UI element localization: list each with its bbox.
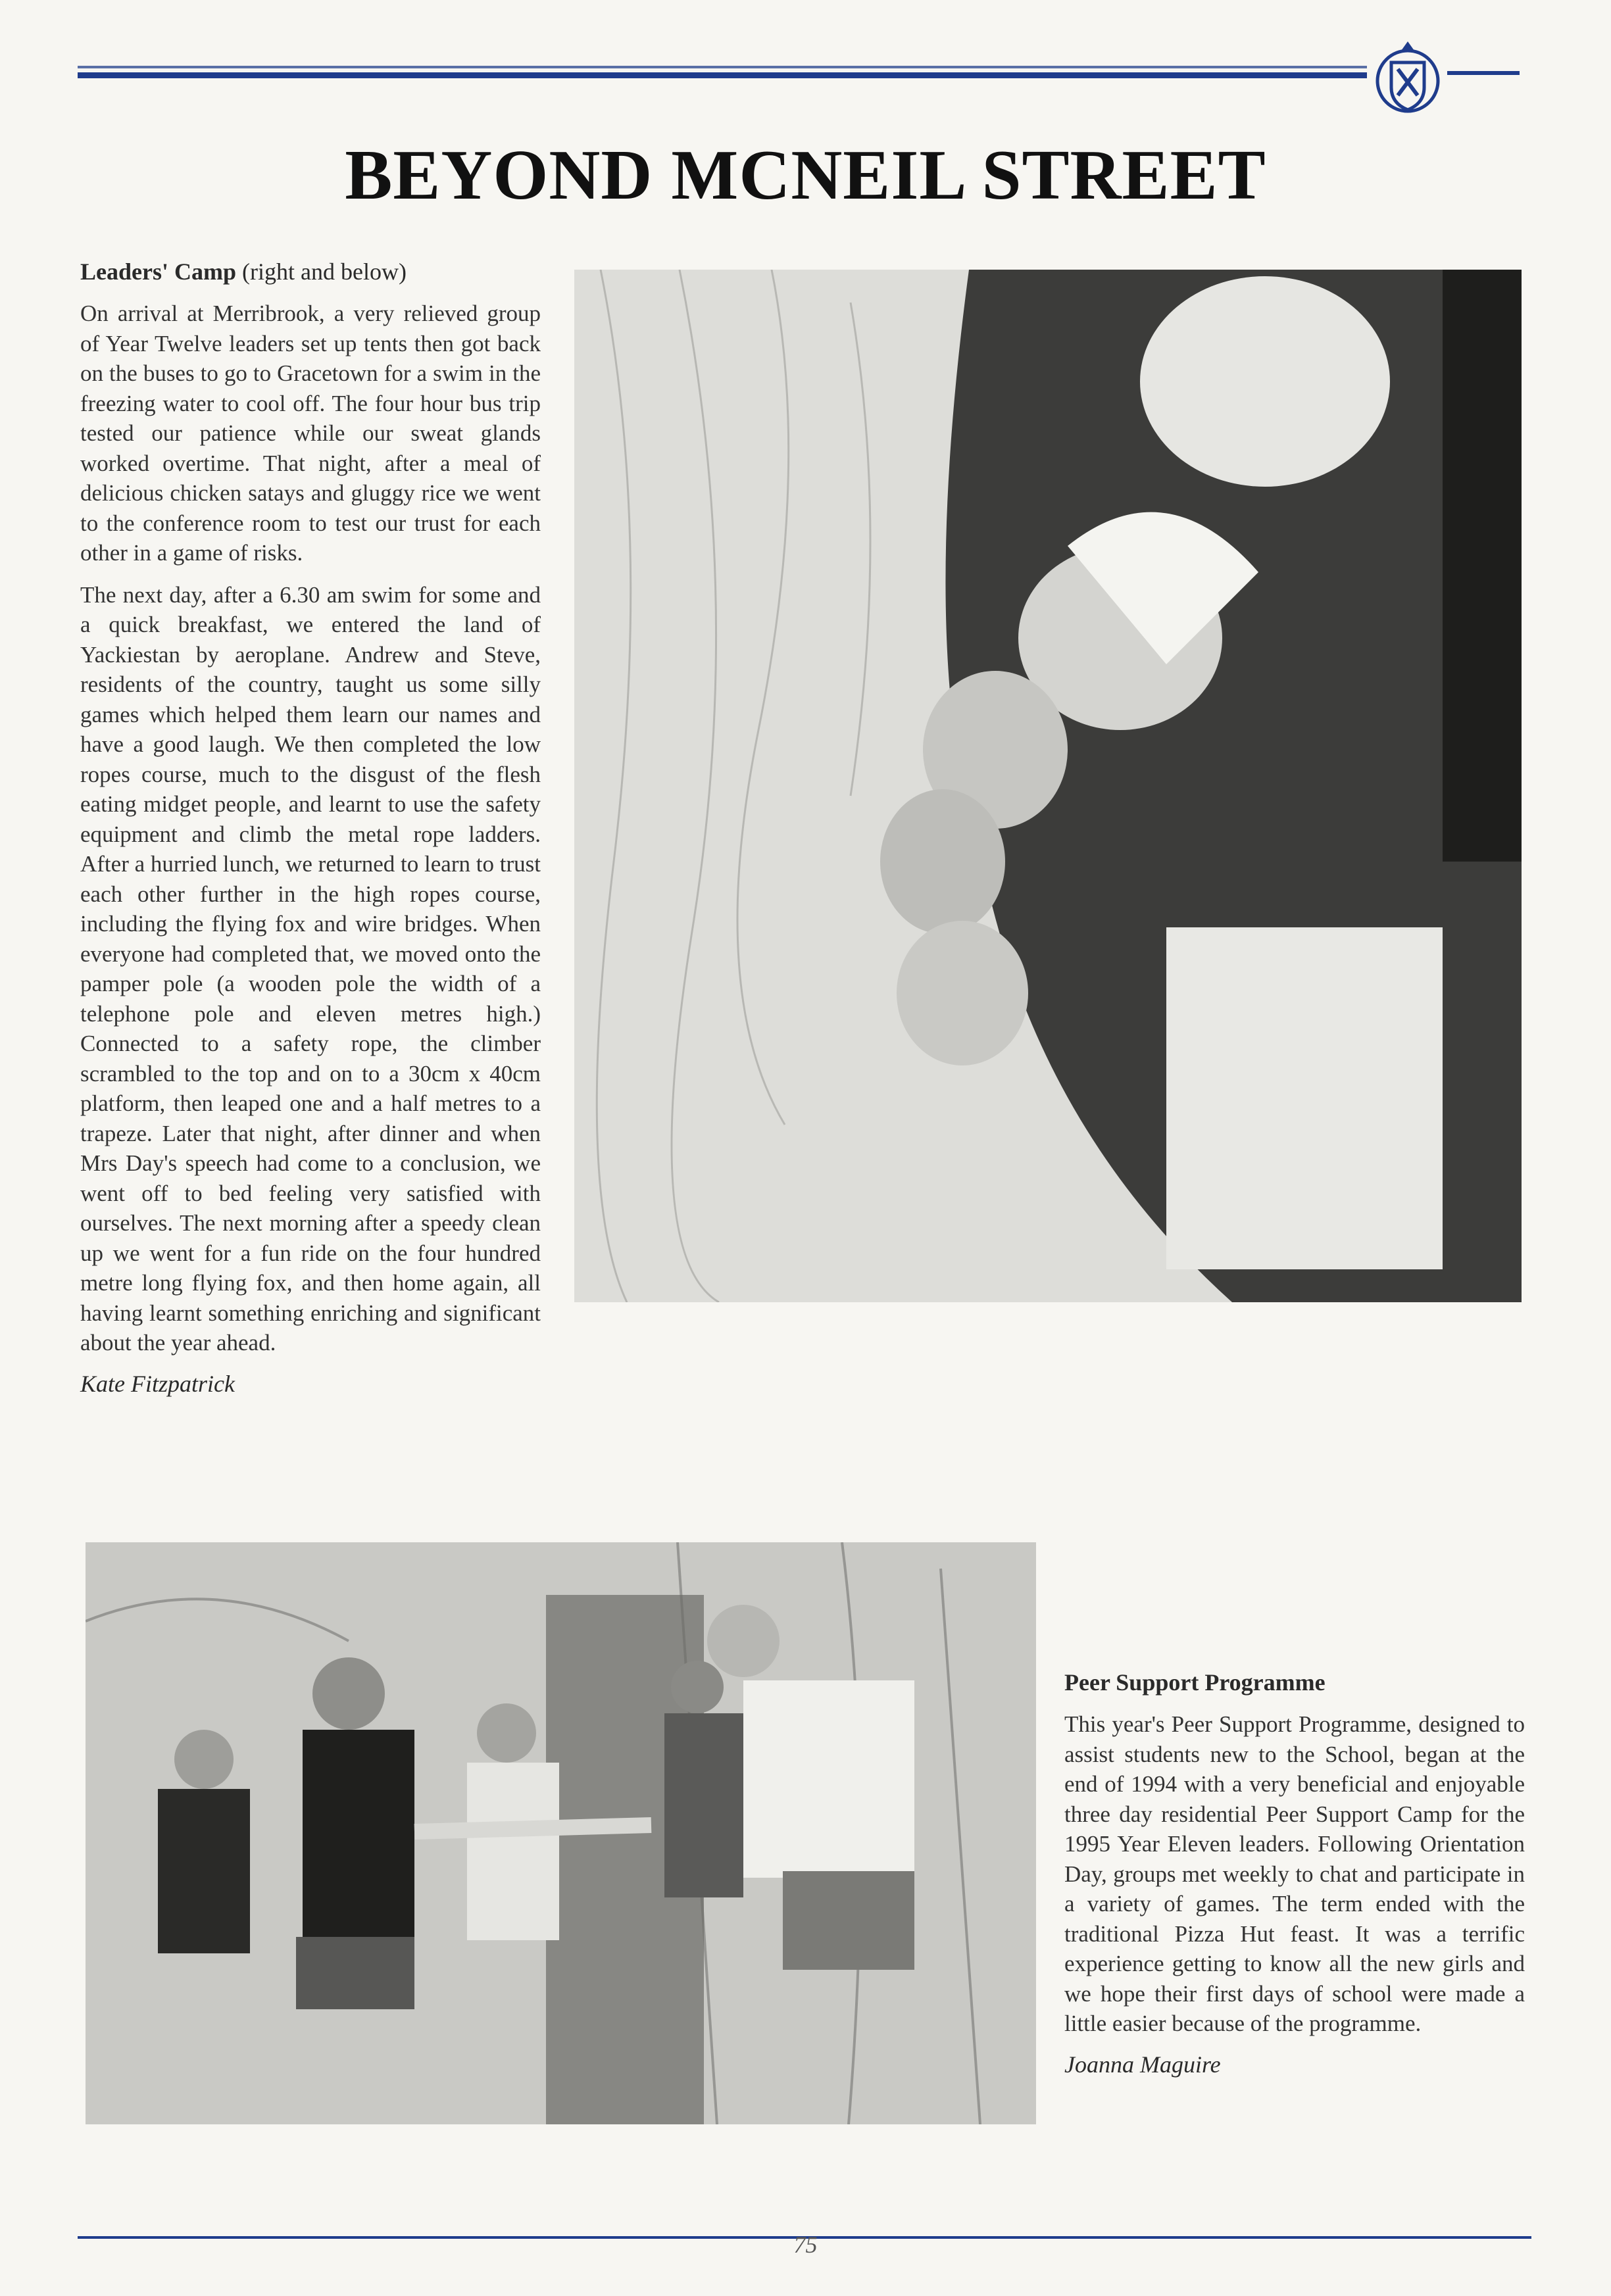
peer-support-photo [86, 1542, 1036, 2124]
peer-support-article [1064, 1667, 1525, 2078]
peer-support-title: Peer Support Programme [1064, 1669, 1326, 1696]
leaders-camp-photo-art [574, 270, 1522, 1302]
peer-support-photo-art [86, 1542, 1036, 2124]
leaders-camp-paragraph-1: On arrival at Merribrook, a very relieved group of Year Twelve leaders set up tents then got back on the buses to go to Gracetown for a swim in the freezing water to cool off. The four hour bus trip tested our patience while our sweat glands worked overtime. That night, after a meal of delicious chicken satays and gluggy rice we went to the conference room to test our trust for each other in a game of risks. [80, 301, 541, 566]
school-crest-icon [1372, 36, 1444, 122]
page-number: 75 [793, 2232, 818, 2258]
peer-support-heading [1064, 1667, 1525, 1698]
page-title: BEYOND MCNEIL STREET [345, 136, 1266, 214]
header-rule-thin [78, 66, 1367, 68]
leaders-camp-heading [80, 256, 541, 287]
leaders-camp-photo [574, 270, 1522, 1302]
leaders-camp-title: Leaders' Camp [80, 258, 236, 285]
peer-support-author: Joanna Maguire [1064, 2051, 1221, 2078]
header-rule-thick [78, 72, 1367, 78]
header-rule-right [1447, 71, 1520, 75]
peer-support-paragraph: This year's Peer Support Programme, designed to assist students new to the School, began at the end of 1994 with a very beneficial and enjoyable three day residential Peer Support Camp for the 1995 Year Eleven leaders. Following Orientation Day, groups met weekly to chat and participate in a variety of games. The term ended with the traditional Pizza Hut feast. It was a terrific experience getting to know all the new girls and we hope their first days of school were made a little easier because of the programme. [1064, 1711, 1525, 2036]
leaders-camp-author: Kate Fitzpatrick [80, 1370, 235, 1397]
leaders-camp-article [80, 256, 541, 1398]
leaders-camp-paragraph-2: The next day, after a 6.30 am swim for some and a quick breakfast, we entered the land of Yackiestan by aeroplane. Andrew and Steve, residents of the country, taught us some silly games which helped them learn our names and have a good laugh. We then completed the low ropes course, much to the disgust of the flesh eating midget people, and learnt to use the safety equipment and climb the metal rope ladders. After a hurried lunch, we returned to learn to trust each other further in the high ropes course, including the flying fox and wire bridges. When everyone had completed that, we moved onto the pamper pole (a wooden pole the width of a telephone pole and eleven metres high.) Connected to a safety rope, the climber scrambled to the top and on to a 30cm x 40cm platform, then leaped one and a half metres to a trapeze. Later that night, after dinner and when Mrs Day's speech had come to a conclusion, we went off to bed feeling very satisfied with ourselves. The next morning after a speedy clean up we went for a fun ride on the four hundred metre long flying fox, and then home again, all having learnt something enriching and significant about the year ahead. [80, 581, 541, 1356]
leaders-camp-note: (right and below) [242, 258, 407, 285]
